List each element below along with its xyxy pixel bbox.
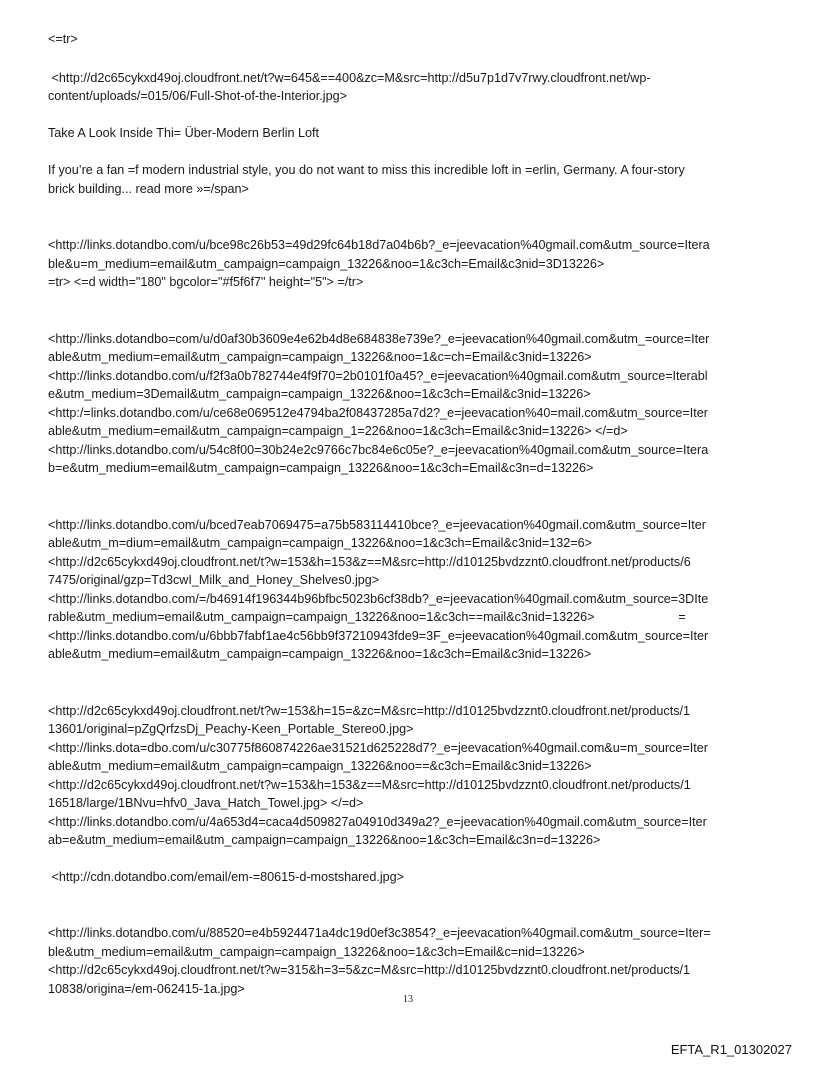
text-block-article-title: Take A Look Inside Thi= Über-Modern Berlin Loft [48,125,320,140]
text-block-mostshared-image-url: <http://cdn.dotandbo.com/email/em-=80615-d-mostshared.jpg> [48,869,404,884]
text-block-interior-image-url: <http://d2c65cykxd49oj.cloudfront.net/t?w=645&==400&zc=M&src=http://d5u7p1d7v7rwy.cloudfront.net/wp- content/uploads/=015/06/Full-Shot-of-the-Interior.jpg> [48,70,651,103]
text-block-link-group-3: <http://links.dotandbo.com/u/bced7eab7069475=a75b583114410bce?_e=jeevacation%40gmail.com&utm_source=Iter able&utm_m=dium=email&utm_campaign=campaign_13226&noo=1&c3ch=Email&c3nid=132=6> <http://d2c65cykxd49oj.cloudfront.net/t?w=153&h=153&z==M&src=http://d10125bvdzznt0.cloudfront.net/products/6 7475/original/gzp=Td3cwI_Milk_and_Honey_Shelves0.jpg> <http://links.dotandbo.com/=/b46914f196344b96bfbc5023b6cf38db?_e=jeevacation%40gmail.com&utm_source=3DIte rable&utm_medium=email&utm_campaign=campaign_13226&noo=1&c3ch==mail&c3nid=13226> = <http://links.dotandbo.com/u/6bbb7fabf1ae4c56bb9f37210943fde9=3F_e=jeevacation%40gmail.com&utm_source=Iter able&utm_medium=email&utm_campaign=campaign_13226&noo=1&c3ch=Email&c3nid=13226> [48,517,709,661]
text-block-article-teaser: If you’re a fan =f modern industrial style, you do not want to miss this incredible loft in =erlin, Germany. A four-story brick building... read more »=/span> [48,163,685,196]
bates-number: EFTA_R1_01302027 [670,1042,792,1057]
text-block-link-group-1: <http://links.dotandbo.com/u/bce98c26b53=49d29fc64b18d7a04b6b?_e=jeevacation%40gmail.com&utm_source=Itera ble&u=m_medium=email&utm_campaign=campaign_13226&noo=1&c3ch=Email&c3nid=3D13226> =tr> <=d width="180" bgcolor="#f5f6f7" height="5"> =/tr> [48,238,710,289]
text-block-link-group-4: <http://d2c65cykxd49oj.cloudfront.net/t?w=153&h=15=&zc=M&src=http://d10125bvdzznt0.cloudfront.net/products/1 13601/original=pZgQrfzsDj_Peachy-Keen_Portable_Stereo0.jpg> <http://links.dota=dbo.com/u/c30775f860874226ae31521d625228d7?_e=jeevacation%40gmail.com&u=m_source=Iter able&utm_medium=email&utm_campaign=campaign_13226&noo==&c3ch=Email&c3nid=13226> <http://d2c65cykxd49oj.cloudfront.net/t?w=153&h=153&z==M&src=http://d10125bvdzznt0.cloudfront.net/products/1 16518/large/1BNvu=hfv0_Java_Hatch_Towel.jpg> </=d> <http://links.dotandbo.com/u/4a653d4=caca4d509827a04910d349a2?_e=jeevacation%40gmail.com&utm_source=Iter ab=e&utm_medium=email&utm_campaign=campaign_13226&noo=1&c3ch=Email&c3n=d=13226> [48,703,708,847]
document-body [48,30,772,998]
text-block-link-group-5: <http://links.dotandbo.com/u/88520=e4b5924471a4dc19d0ef3c3854?_e=jeevacation%40gmail.com&utm_source=Iter= ble&utm_medium=email&utm_campaign=campaign_13226&noo=1&c3ch=Email&c=nid=13226> <http://d2c65cykxd49oj.cloudfront.net/t?w=315&h=3=5&zc=M&src=http://d10125bvdzznt0.cloudfront.net/products/1 10838/origina=/em-062415-1a.jpg> [48,926,711,996]
text-block-tr-open: <=tr> [48,32,78,46]
page-number: 13 [403,994,413,1005]
text-block-link-group-2: <http://links.dotandbo=com/u/d0af30b3609e4e62b4d8e684838e739e?_e=jeevacation%40gmail.com&utm_=ource=Iter able&utm_medium=email&utm_campaign=campaign_13226&noo=1&c=ch=Email&c3nid=13226> <http://links.dotandbo.com/u/f2f3a0b782744e4f9f70=2b0101f0a45?_e=jeevacation%40gmail.com&utm_source=Iterabl e&utm_medium=3Demail&utm_campaign=campaign_13226&noo=1&c3ch=Email&c3nid=13226> <http:/=links.dotandbo.com/u/ce68e069512e4794ba2f08437285a7d2?_e=jeevacation%40=mail.com&utm_source=Iter able&utm_medium=email&utm_campaign=campaign_1=226&noo=1&c3ch=Email&c3nid=13226> </=d> <http://links.dotandbo.com/u/54c8f00=30b24e2c9766c7bc84e6c05e?_e=jeevacation%40gmail.com&utm_source=Itera b=e&utm_medium=email&utm_campaign=campaign_13226&noo=1&c3ch=Email&c3n=d=13226> [48,331,710,475]
